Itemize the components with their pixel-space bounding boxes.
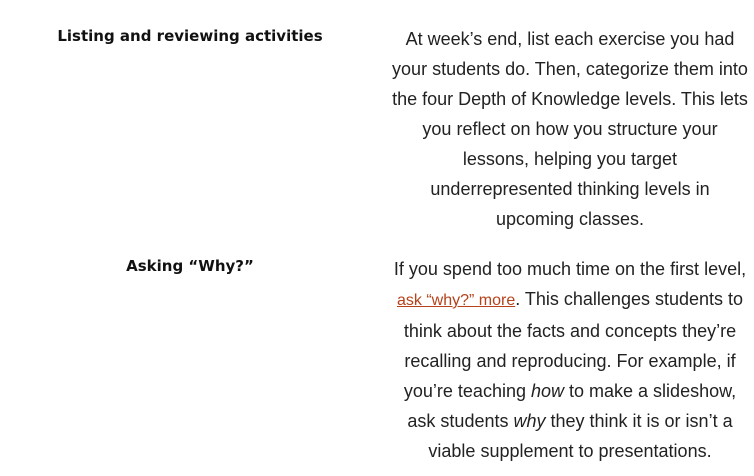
description-text: they think it is or isn’t a [545, 411, 733, 431]
description-listing-and-reviewing [386, 24, 754, 234]
description-text: ask students [407, 411, 514, 431]
description-line: underrepresented thinking levels in [430, 179, 710, 199]
description-text: . This challenges students to [515, 289, 744, 309]
description-line: At week’s end, list each exercise you had [405, 29, 735, 49]
term-asking-why: Asking “Why?” [126, 257, 254, 275]
description-line: you reflect on how you structure your [422, 119, 718, 139]
description-line: the four Depth of Knowledge levels. This lets [392, 89, 748, 109]
description-asking-why [386, 254, 754, 466]
description-text: to make a slideshow, [564, 381, 737, 401]
description-line: upcoming classes. [495, 209, 645, 229]
description-line: viable supplement to presentations. [428, 441, 712, 461]
description-line: your students do. Then, categorize them into [392, 59, 748, 79]
description-line [386, 284, 754, 316]
description-line: think about the facts and concepts they’re [403, 321, 737, 341]
term-listing-and-reviewing: Listing and reviewing activities [57, 27, 323, 45]
description-line [386, 406, 754, 436]
description-line: If you spend too much time on the first level, [393, 259, 747, 279]
description-line: recalling and reproducing. For example, if [404, 351, 736, 371]
emphasis-why: why [513, 411, 546, 431]
ask-why-more-link[interactable]: ask “why?” more [396, 292, 516, 309]
description-line [386, 376, 754, 406]
description-line: lessons, helping you target [462, 149, 678, 169]
description-text: you’re teaching [403, 381, 531, 401]
emphasis-how: how [530, 381, 565, 401]
